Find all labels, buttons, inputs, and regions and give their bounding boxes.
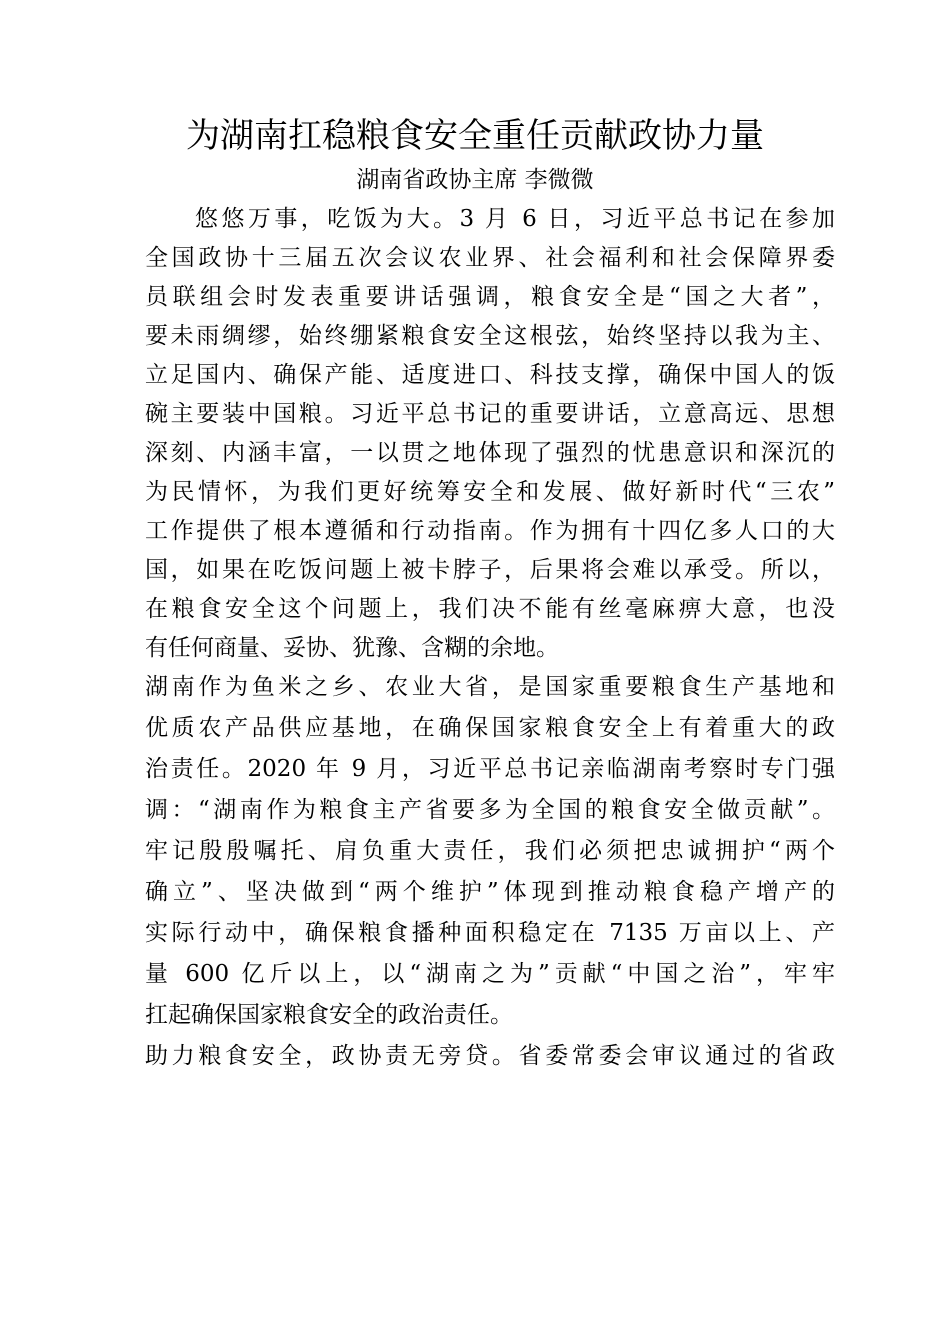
paragraph-line: 治责任。2020 年 9 月，习近平总书记亲临湖南考察时专门强 xyxy=(145,756,835,782)
paragraph-line: 国，如果在吃饭问题上被卡脖子，后果将会难以承受。所以， xyxy=(145,557,835,583)
paragraph-line: 确立”、坚决做到“两个维护”体现到推动粮食稳产增产的 xyxy=(145,879,835,905)
paragraph-line: 全国政协十三届五次会议农业界、社会福利和社会保障界委 xyxy=(145,245,835,271)
paragraph-line: 实际行动中，确保粮食播种面积稳定在 7135 万亩以上、产 xyxy=(145,920,835,946)
document-title: 为湖南扛稳粮食安全重任贡献政协力量 xyxy=(186,116,764,156)
paragraph-line: 要未雨绸缪，始终绷紧粮食安全这根弦，始终坚持以我为主、 xyxy=(145,323,835,349)
paragraph-line: 深刻、内涵丰富，一以贯之地体现了强烈的忧患意识和深沉的 xyxy=(145,440,835,466)
paragraph-line: 有任何商量、妥协、犹豫、含糊的余地。 xyxy=(145,635,559,661)
paragraph-line: 在粮食安全这个问题上，我们决不能有丝毫麻痹大意，也没 xyxy=(145,596,835,622)
paragraph-line: 工作提供了根本遵循和行动指南。作为拥有十四亿多人口的大 xyxy=(145,518,835,544)
paragraph-line: 牢记殷殷嘱托、肩负重大责任，我们必须把忠诚拥护“两个 xyxy=(145,838,835,864)
paragraph-line: 扛起确保国家粮食安全的政治责任。 xyxy=(145,1002,513,1028)
paragraph-line: 立足国内、确保产能、适度进口、科技支撑，确保中国人的饭 xyxy=(145,362,835,388)
paragraph-line: 调：“湖南作为粮食主产省要多为全国的粮食安全做贡献”。 xyxy=(145,797,835,823)
paragraph-line: 优质农产品供应基地，在确保国家粮食安全上有着重大的政 xyxy=(145,715,835,741)
paragraph-line: 员联组会时发表重要讲话强调，粮食安全是“国之大者”， xyxy=(145,284,835,310)
paragraph-line: 助力粮食安全，政协责无旁贷。省委常委会审议通过的省政 xyxy=(145,1043,835,1069)
paragraph-line: 量 600 亿斤以上，以“湖南之为”贡献“中国之治”，牢牢 xyxy=(145,961,835,987)
paragraph-1 xyxy=(145,200,835,668)
paragraph-line: 悠悠万事，吃饭为大。3 月 6 日，习近平总书记在参加 xyxy=(195,206,835,232)
paragraph-line: 碗主要装中国粮。习近平总书记的重要讲话，立意高远、思想 xyxy=(145,401,835,427)
article-body xyxy=(145,200,835,1078)
paragraph-line: 为民情怀，为我们更好统筹安全和发展、做好新时代“三农” xyxy=(145,479,835,505)
paragraph-3 xyxy=(145,1037,835,1078)
paragraph-2 xyxy=(145,668,835,1037)
paragraph-line: 湖南作为鱼米之乡、农业大省，是国家重要粮食生产基地和 xyxy=(145,674,835,700)
author-byline: 湖南省政协主席 李微微 xyxy=(356,167,594,193)
